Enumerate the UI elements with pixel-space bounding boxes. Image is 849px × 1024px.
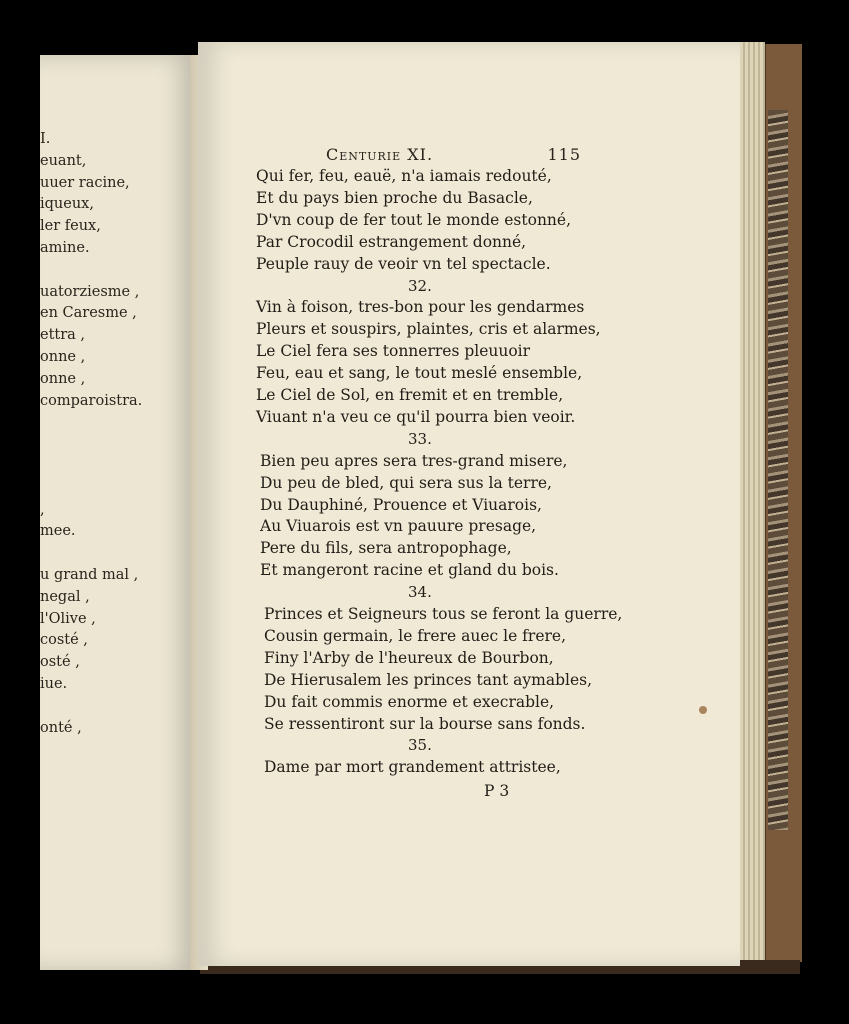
left-page-line: iue. <box>40 676 68 692</box>
left-page-line: onté , <box>40 719 82 736</box>
left-page-line: uatorziesme , <box>40 283 140 300</box>
verse-line: Le Ciel fera ses tonnerres pleuuoir <box>256 342 531 361</box>
left-page-line: comparoistra. <box>40 392 143 409</box>
page-number: 115 <box>547 145 581 164</box>
quatrain-number: 34. <box>408 583 432 602</box>
left-page-line: ettra , <box>40 327 86 344</box>
right-page <box>198 42 740 966</box>
left-page-line: osté , <box>40 654 80 671</box>
verse-line: Se ressentiront sur la bourse sans fonds. <box>264 714 586 733</box>
left-page-line: iqueux, <box>40 196 94 213</box>
verse-line: Vin à foison, tres-bon pour les gendarmes <box>256 298 585 317</box>
left-page-line: onne , <box>40 370 86 387</box>
verse-line: Et du pays bien proche du Basacle, <box>256 188 533 207</box>
header-title: Centurie XI. <box>326 145 434 164</box>
verse-line: Au Viuarois est vn pauure presage, <box>260 517 537 536</box>
verse-line: Peuple rauy de veoir vn tel spectacle. <box>256 254 551 273</box>
running-header <box>326 145 581 164</box>
left-page-line: , <box>40 501 45 518</box>
verse-line: Et mangeront racine et gland du bois. <box>260 561 559 580</box>
left-page-line: onne , <box>40 349 86 365</box>
verse-line: Du Dauphiné, Prouence et Viuarois, <box>260 495 542 514</box>
signature-mark: P 3 <box>484 782 510 801</box>
verse-line: Du fait commis enorme et execrable, <box>264 692 555 711</box>
verse-line: De Hierusalem les princes tant aymables, <box>264 670 593 689</box>
marbled-edge <box>768 110 788 830</box>
verse-line: Cousin germain, le frere auec le frere, <box>264 626 567 645</box>
left-page <box>40 55 198 970</box>
left-page-line: ler feux, <box>40 218 101 235</box>
left-page-line: I. <box>40 131 51 147</box>
left-page-line: costé , <box>40 632 88 649</box>
left-page-line: uuer racine, <box>40 174 130 191</box>
verse-line: Le Ciel de Sol, en fremit et en tremble, <box>256 386 564 404</box>
verse-line: Feu, eau et sang, le tout meslé ensemble, <box>256 364 583 383</box>
verse-line: Par Crocodil estrangement donné, <box>256 232 527 251</box>
quatrain-number: 35. <box>408 736 432 755</box>
quatrain-number: 32. <box>408 276 432 295</box>
verse-line: Pleurs et souspirs, plaintes, cris et alarmes, <box>256 320 601 339</box>
paper-stain <box>699 706 707 714</box>
verse-line: Finy l'Arby de l'heureux de Bourbon, <box>264 648 554 667</box>
verse-line: Dame par mort grandement attristee, <box>264 758 561 777</box>
verse-line: Viuant n'a veu ce qu'il pourra bien veoir. <box>256 407 576 426</box>
left-page-line: u grand mal , <box>40 567 139 583</box>
verse-line: Qui fer, feu, eauë, n'a iamais redouté, <box>256 167 552 185</box>
verse-line: Pere du fils, sera antropophage, <box>260 539 512 558</box>
left-page-line: euant, <box>40 152 87 169</box>
verse-line: Du peu de bled, qui sera sus la terre, <box>260 473 552 492</box>
verse-line: Princes et Seigneurs tous se feront la guerre, <box>264 605 623 623</box>
left-page-line: negal , <box>40 588 90 605</box>
left-page-line: mee. <box>40 523 76 540</box>
left-page-line: en Caresme , <box>40 305 137 322</box>
verse-line: D'vn coup de fer tout le monde estonné, <box>256 210 572 229</box>
quatrain-number: 33. <box>408 429 432 448</box>
left-page-line: amine. <box>40 240 90 256</box>
left-page-line: l'Olive , <box>40 610 96 627</box>
verse-line: Bien peu apres sera tres-grand misere, <box>260 451 568 470</box>
